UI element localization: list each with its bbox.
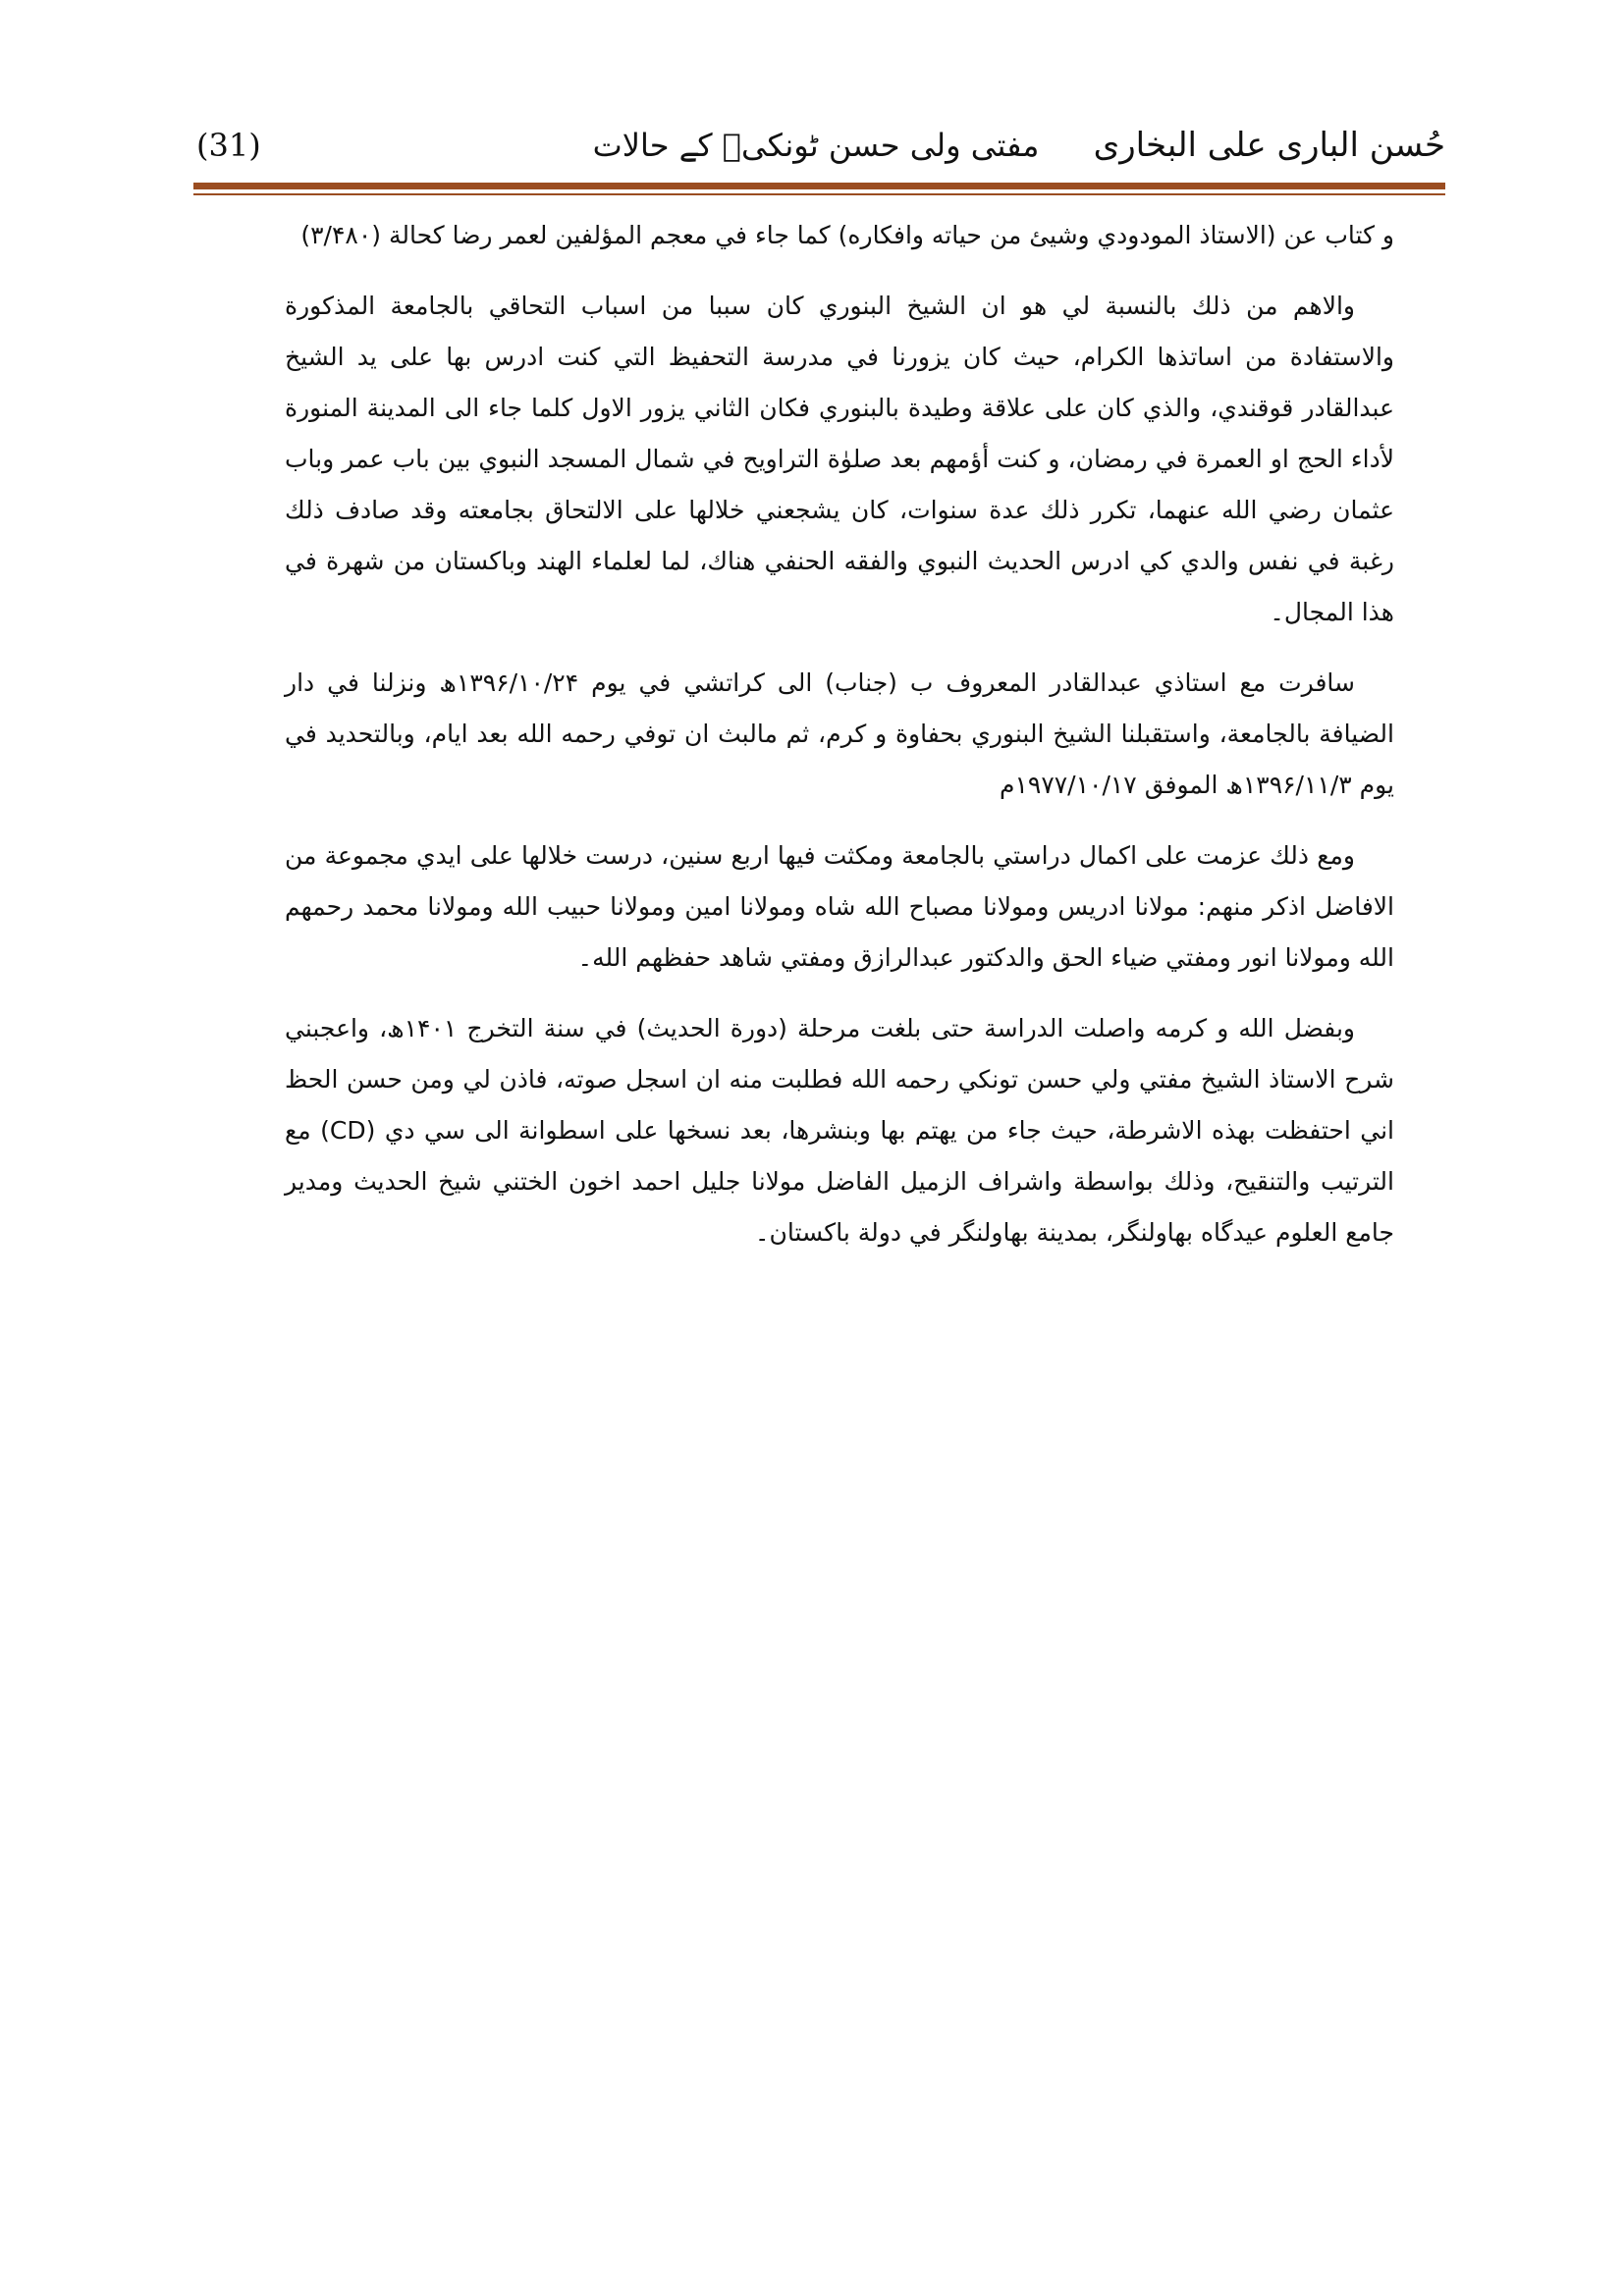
chapter-title: مفتی ولی حسن ٹونکیؒ کے حالات — [592, 127, 1040, 164]
paragraph-4: ومع ذلك عزمت على اكمال دراستي بالجامعة ومكثت فيها اربع سنين، درست خلالها على ايدي مجموعة من الافاضل اذكر منهم: مولانا ادريس ومولانا مصباح الله شاه ومولانا امين ومولانا حبيب الله ومولانا محمد رحمهم الله ومولانا انور ومفتي ضياء الحق والدكتور عبدالرازق ومفتي شاهد حفظهم الله۔ — [285, 841, 1394, 972]
page-header — [187, 116, 1445, 175]
paragraph-5: وبفضل الله و كرمه واصلت الدراسة حتى بلغت مرحلة (دورة الحديث) في سنة التخرج ۱۴۰۱ھ، واعجبني شرح الاستاذ الشيخ مفتي ولي حسن تونكي رحمه الله فطلبت منه ان اسجل صوته، فاذن لي ومن حسن الحظ اني احتفظت بهذه الاشرطة، حيث جاء من يهتم بها وبنشرها، بعد نسخها على اسطوانة الى سي دي (CD) مع الترتيب والتنقيح، وذلك بواسطة واشراف الزميل الفاضل مولانا جليل احمد اخون الختني شيخ الحديث ومدير جامع العلوم عيدگاه بهاولنگر، بمدينة بهاولنگر في دولة باكستان۔ — [285, 1014, 1394, 1247]
header-divider-thin — [193, 193, 1445, 195]
paragraph-2: والاهم من ذلك بالنسبة لي هو ان الشيخ البنوري كان سببا من اسباب التحاقي بالجامعة المذكورة والاستفادة من اساتذها الكرام، حيث كان يزورنا في مدرسة التحفيظ التي كنت ادرس بها على يد الشيخ عبدالقادر قوقندي، والذي كان على علاقة وطيدة بالبنوري فكان الثاني يزور الاول كلما جاء الى المدينة المنورة لأداء الحج او العمرة في رمضان، و كنت أؤمهم بعد صلوٰة التراويح في شمال المسجد النبوي بين باب عمر وباب عثمان رضي الله عنهما، تكرر ذلك عدة سنوات، كان يشجعني خلالها على الالتحاق بجامعته وقد صادف ذلك رغبة في نفس والدي كي ادرس الحديث النبوي والفقه الحنفي هناك، لما لعلماء الهند وباكستان من شهرة في هذا المجال۔ — [285, 292, 1394, 626]
paragraph-1: و كتاب عن (الاستاذ المودودي وشيئ من حياته وافكاره) كما جاء في معجم المؤلفين لعمر رضا كحالة (۳/۴۸۰) — [300, 221, 1394, 249]
body-text — [285, 210, 1394, 1278]
header-divider-thick — [193, 183, 1445, 189]
page-number: (31) — [196, 127, 261, 164]
paragraph-3: سافرت مع استاذي عبدالقادر المعروف ب (جناب) الى كراتشي في يوم ۱۳۹۶/۱۰/۲۴ھ ونزلنا في دار الضيافة بالجامعة، واستقبلنا الشيخ البنوري بحفاوة و كرم، ثم مالبث ان توفي رحمه الله بعد ايام، وبالتحديد في يوم ۱۳۹۶/۱۱/۳ھ الموفق ۱۹۷۷/۱۰/۱۷م — [285, 668, 1394, 799]
book-title: حُسن الباری علی البخاری — [1093, 126, 1445, 165]
